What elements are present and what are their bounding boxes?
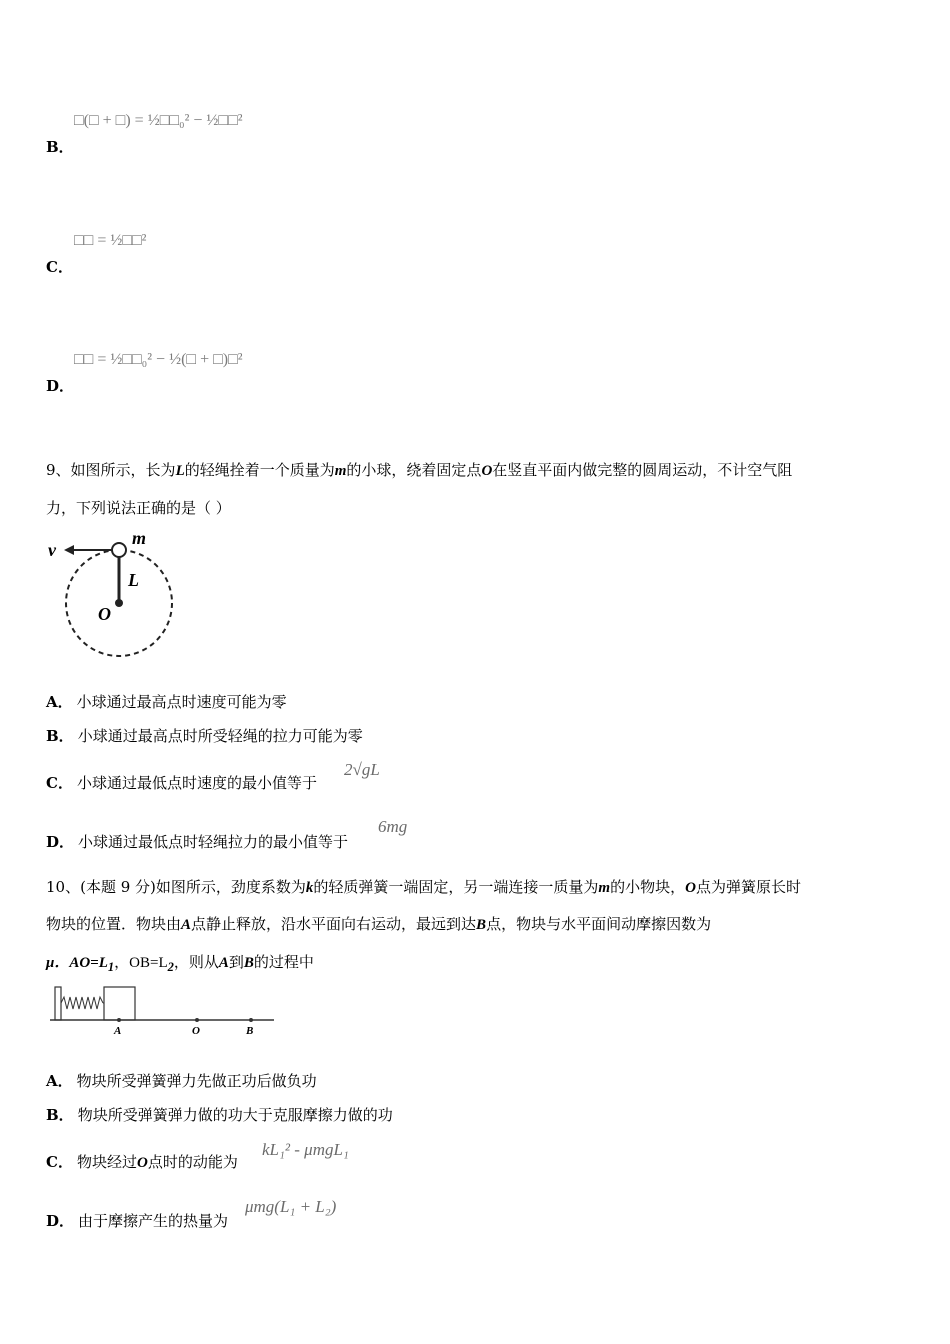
- q10-option-c-text-b: 点时的动能为: [147, 1153, 238, 1171]
- q9-option-c-text: 小球通过最低点时速度的最小值等于: [76, 774, 317, 792]
- q10-line3-e: 的过程中: [253, 953, 314, 971]
- q9-option-d-text: 小球通过最低点时轻绳拉力的最小值等于: [78, 833, 349, 851]
- q9-option-c[interactable]: [46, 772, 317, 793]
- q10-option-d-math: μmg(L₁ + L₂): [245, 1197, 337, 1216]
- q9-var-l: L: [175, 463, 185, 479]
- q10-line2-a: 物块的位置．物块由: [46, 915, 182, 933]
- q9-ball: [112, 543, 126, 557]
- q9-option-a[interactable]: [46, 691, 287, 712]
- q9-option-b-label: B．: [46, 727, 74, 745]
- q10-option-c-math: kL₁² - μmgL₁: [262, 1140, 349, 1159]
- q10-option-d[interactable]: [46, 1210, 228, 1231]
- option-b-formula: [74, 112, 243, 130]
- q9-option-d[interactable]: [46, 831, 348, 852]
- q10-text-b: 的轻质弹簧一端固定，另一端连接一质量为: [313, 878, 599, 896]
- q9-arrow-head: [64, 545, 74, 555]
- q10-line3-sub2: 2: [167, 960, 174, 974]
- q10-var-b: B: [476, 917, 487, 933]
- q10-wall: [55, 987, 61, 1020]
- q10-spring: [61, 997, 103, 1009]
- q10-line3-c: ，则从: [173, 953, 219, 971]
- q10-text-d: 点为弹簧原长时: [695, 878, 801, 896]
- q10-line3-a: μ．AO=L: [46, 955, 108, 971]
- q10-point-b: [249, 1018, 253, 1022]
- option-c-label: C．: [46, 258, 73, 276]
- q10-option-c[interactable]: [46, 1151, 238, 1172]
- q10-line3-b: ，OB=L: [114, 955, 168, 971]
- q9-var-m: m: [334, 463, 347, 479]
- q10-var-m: m: [598, 880, 611, 896]
- q10-var-o: O: [685, 880, 696, 896]
- q9-option-a-label: A．: [46, 693, 73, 711]
- option-d-formula: [74, 351, 243, 369]
- option-d-formula-text: □□ = ½□□₀² − ½(□ + □)□²: [74, 351, 243, 368]
- q9-option-c-math: 2√gL: [344, 760, 380, 779]
- option-b-formula-text: □(□ + □) = ½□□₀² − ½□□²: [74, 112, 243, 129]
- q10-option-a-text: 物块所受弹簧弹力先做正功后做负功: [76, 1072, 317, 1090]
- q9-number: 9、: [46, 461, 71, 479]
- q10-line3-var-b: B: [243, 955, 254, 971]
- q9-option-d-label: D．: [46, 833, 75, 851]
- q9-text-d: 在竖直平面内做完整的圆周运动，不计空气阻: [492, 461, 793, 479]
- q10-text-a: (本题 9 分)如图所示，劲度系数为: [80, 878, 306, 896]
- q9-option-b-text: 小球通过最高点时所受轻绳的拉力可能为零: [77, 727, 363, 745]
- q9-label-o: O: [98, 604, 111, 624]
- q9-text-a: 如图所示，长为: [70, 461, 176, 479]
- q9-var-o: O: [481, 463, 493, 479]
- option-d-label: D．: [46, 377, 75, 395]
- q10-line3: [46, 943, 314, 986]
- q10-label-b: B: [246, 1025, 254, 1037]
- q9-label-l: L: [128, 570, 139, 590]
- q9-circle-figure: [44, 528, 184, 662]
- q9-option-d-math: 6mg: [378, 817, 408, 836]
- q9-pivot: [115, 599, 123, 607]
- q9-label-v: v: [48, 540, 56, 560]
- q10-line1: [46, 868, 801, 907]
- q10-option-d-label: D．: [46, 1212, 75, 1230]
- q10-option-a-label: A．: [46, 1072, 73, 1090]
- q10-option-b-label: B．: [46, 1106, 74, 1124]
- q10-line3-var-a: A: [218, 955, 229, 971]
- option-c-formula: [74, 232, 146, 250]
- q10-line2-c: 点，物块与水平面间动摩擦因数为: [486, 915, 712, 933]
- q10-block: [104, 987, 135, 1020]
- q9-option-c-label: C．: [46, 774, 73, 792]
- q9-text-c: 的小球，绕着固定点: [346, 461, 482, 479]
- q10-var-a: A: [181, 917, 192, 933]
- q10-number: 10、: [46, 878, 81, 896]
- q10-line2-b: 点静止释放，沿水平面向右运动，最远到达: [191, 915, 477, 933]
- q10-point-a: [117, 1018, 121, 1022]
- q10-spring-figure: [46, 983, 278, 1039]
- option-c-formula-text: □□ = ½□□²: [74, 232, 147, 249]
- q10-line2: [46, 905, 711, 944]
- q10-line3-sub1: 1: [107, 960, 115, 974]
- q10-text-c: 的小物块，: [610, 878, 686, 896]
- q10-line3-d: 到: [228, 953, 244, 971]
- q10-label-o: O: [192, 1025, 200, 1037]
- q10-var-k: k: [305, 880, 314, 896]
- q10-option-c-label: C．: [46, 1153, 73, 1171]
- q9-option-a-text: 小球通过最高点时速度可能为零: [76, 693, 287, 711]
- q10-option-b[interactable]: [46, 1104, 393, 1125]
- q10-option-a[interactable]: [46, 1070, 317, 1091]
- q10-option-c-text-a: 物块经过: [76, 1153, 137, 1171]
- q9-text-b: 的轻绳拴着一个质量为: [184, 461, 335, 479]
- q10-option-c-var: O: [136, 1155, 148, 1171]
- q9-label-m: m: [132, 528, 147, 548]
- option-b-label: B．: [46, 138, 74, 156]
- q10-point-o: [195, 1018, 199, 1022]
- q10-label-a: A: [114, 1025, 122, 1037]
- q10-option-d-text: 由于摩擦产生的热量为: [78, 1212, 229, 1230]
- q9-line2: 力，下列说法正确的是（ ）: [46, 499, 231, 517]
- q9-line1: [46, 451, 792, 490]
- q9-option-b[interactable]: [46, 725, 363, 746]
- q10-option-b-text: 物块所受弹簧弹力做的功大于克服摩擦力做的功: [77, 1106, 393, 1124]
